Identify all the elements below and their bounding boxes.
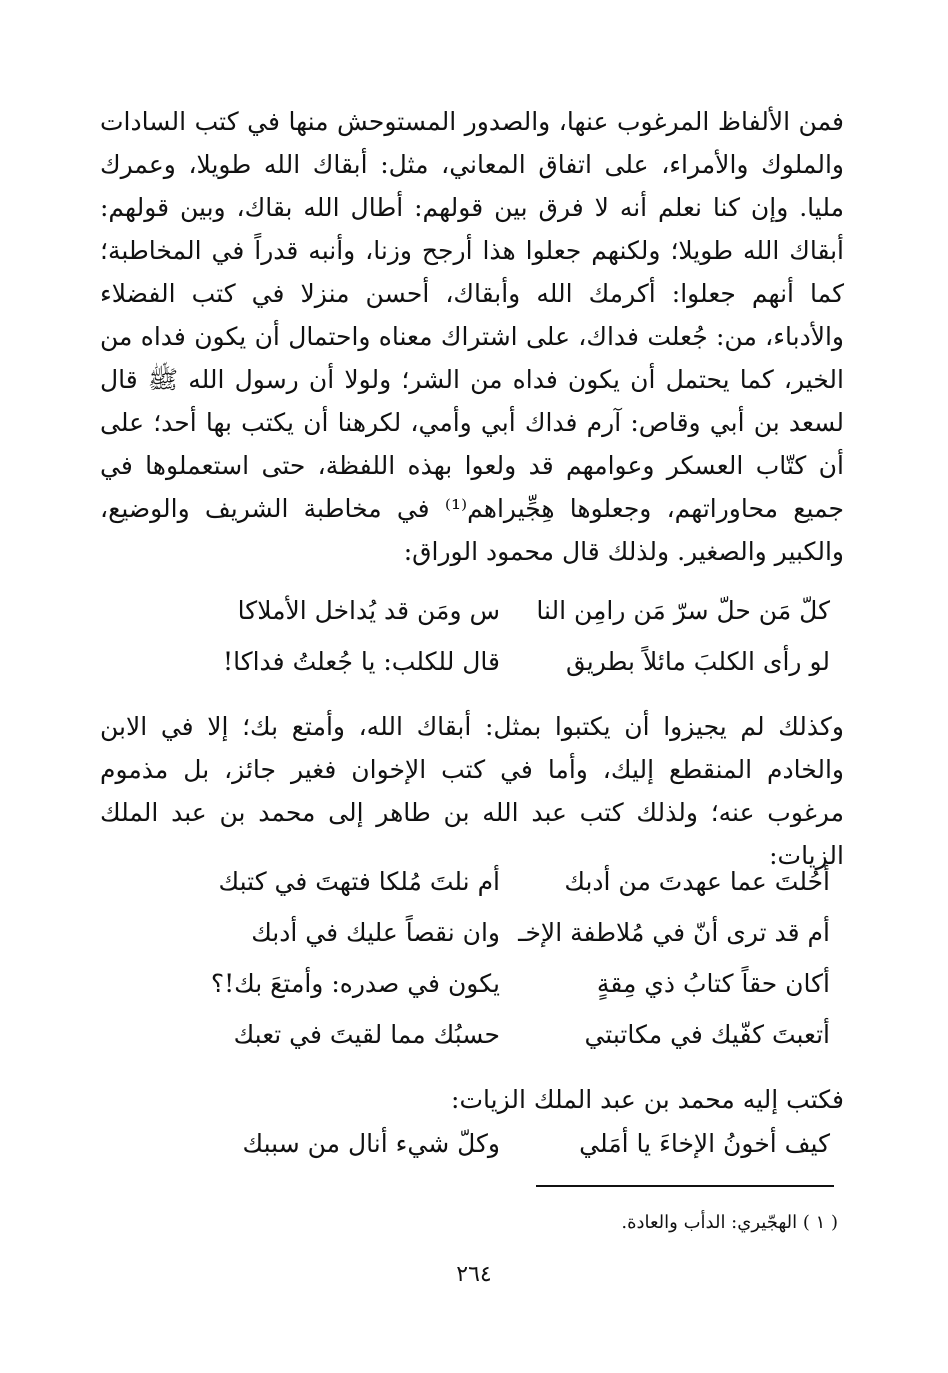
- verse-line: [130, 1009, 830, 1060]
- verse-first-hemistich: لو رأى الكلبَ مائلاً بطريق: [565, 647, 830, 676]
- poem-ibn-alzayyat: [130, 1118, 830, 1169]
- verse-first-hemistich: أتعبتَ كفّيك في مكاتبتي: [584, 1020, 830, 1049]
- footnote-separator: [536, 1185, 834, 1187]
- verse-second-hemistich: أم نلتَ مُلكا فتهتَ في كتبك: [218, 867, 500, 896]
- verse-line: [130, 636, 830, 687]
- verse-second-hemistich: يكون في صدره: وأمتعَ بك!؟: [210, 969, 500, 998]
- verse-line: [130, 585, 830, 636]
- paragraph-text: فمن الألفاظ المرغوب عنها، والصدور المستوحش منها في كتب السادات والملوك والأمراء، على اتفاق المعاني، مثل: أبقاك الله طويلا، وعمرك مليا. وإن كنا نعلم أنه لا فرق بين قولهم: أطال الله بقاك، وبين قولهم: أبقاك الله طويلا؛ ولكنهم جعلوا هذا أرجح وزنا، وأنبه قدراً في المخاطبة؛ كما أنهم جعلوا: أكرمك الله وأبقاك، أحسن منزلا في كتب الفضلاء والأدباء، من: جُعلت فداك، على اشتراك معناه واحتمال أن يكون فداه من الخير، كما يحتمل أن يكون فداه من الشر؛ ولولا أن رسول الله ﷺ قال لسعد بن أبي وقاص: آرم فداك أبي وأمي، لكرهنا أن يكتب بها أحد؛ على أن كتّاب العسكر وعوامهم قد ولعوا بهذه اللفظة، حتى استعملوها في جميع محاوراتهم، وجعلوها هِجِّيراهم⁽¹⁾ في مخاطبة الشريف والوضيع، والكبير والصغير. ولذلك قال محمود الوراق:: [100, 107, 844, 566]
- verse-first-hemistich: كلّ مَن حلّ سرّ مَن رامِن النا: [536, 596, 830, 625]
- verse-line: [130, 856, 830, 907]
- verse-second-hemistich: قال للكلب: يا جُعلتُ فداكا!: [223, 647, 500, 676]
- paragraph-text: وكذلك لم يجيزوا أن يكتبوا بمثل: أبقاك الله، وأمتع بك؛ إلا في الابن والخادم المنقطع إليك، وأما في كتب الإخوان فغير جائز، بل مذموم مرغوب عنه؛ ولذلك كتب عبد الله بن طاهر إلى محمد بن عبد الملك الزيات:: [100, 712, 844, 870]
- verse-first-hemistich: كيف أخونُ الإخاءَ يا أمَلي: [579, 1129, 830, 1158]
- verse-second-hemistich: س ومَن قد يُداخل الأملاكا: [237, 596, 500, 625]
- verse-first-hemistich: أحُلتَ عما عهدتَ من أدبك: [564, 867, 830, 896]
- poem-mahmoud-alwarraq: [130, 585, 830, 687]
- verse-second-hemistich: حسبُك مما لقيتَ في تعبك: [233, 1020, 500, 1049]
- verse-line: [130, 1118, 830, 1169]
- verse-first-hemistich: أكان حقاً كتابُ ذي مِقةٍ: [596, 969, 830, 998]
- verse-second-hemistich: وكلّ شيء أنال من سببك: [242, 1129, 500, 1158]
- page-number: ٢٦٤: [456, 1262, 492, 1287]
- verse-line: [130, 958, 830, 1009]
- footnote: ( ١ ) الهجّيري: الدأب والعادة.: [621, 1212, 838, 1233]
- paragraph-1: [100, 100, 844, 573]
- paragraph-3: [100, 1078, 844, 1121]
- verse-second-hemistich: وان نقصاً عليك في أدبك: [251, 918, 500, 947]
- paragraph-text: فكتب إليه محمد بن عبد الملك الزيات:: [451, 1085, 844, 1114]
- verse-line: [130, 907, 830, 958]
- verse-first-hemistich: أم قد ترى أنّ في مُلاطفة الإخـ: [518, 918, 830, 947]
- poem-abdallah-ibn-tahir: [130, 856, 830, 1060]
- paragraph-2: [100, 705, 844, 877]
